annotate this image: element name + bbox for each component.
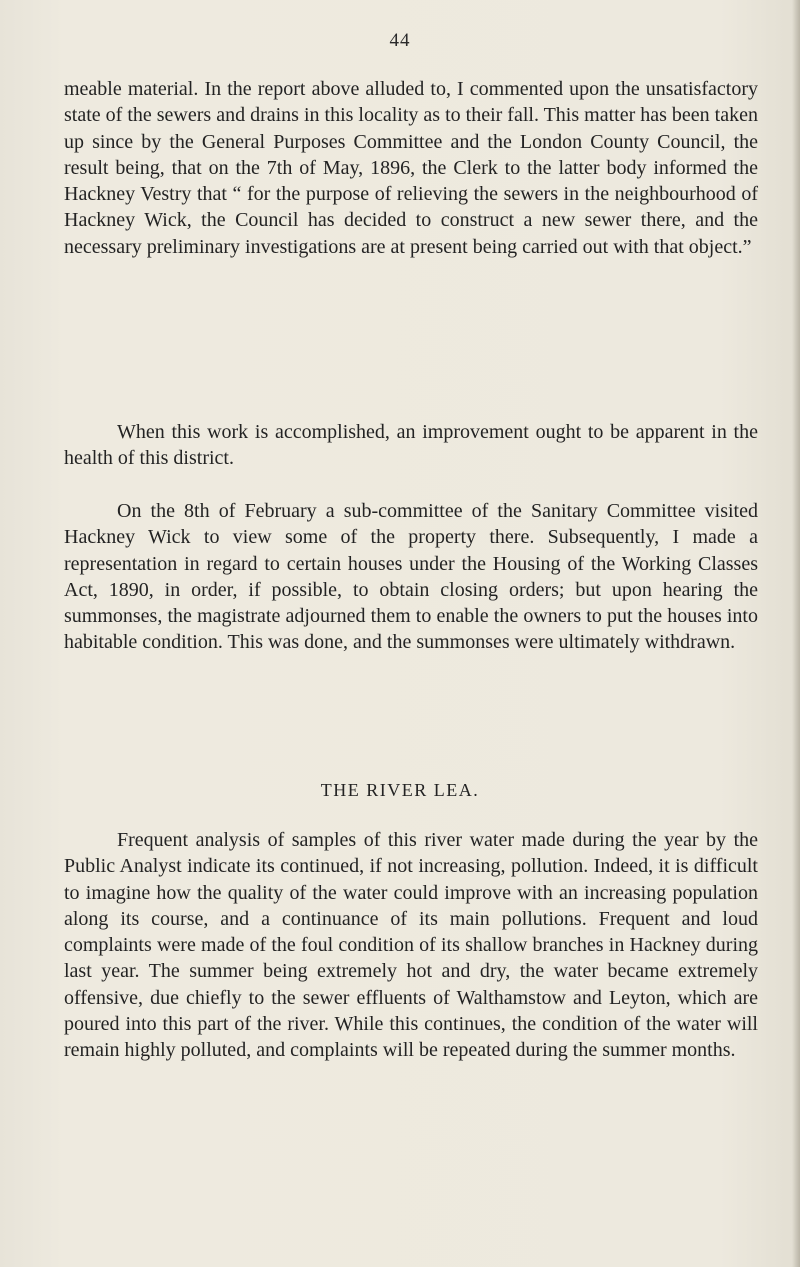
section-heading-river-lea: THE RIVER LEA. xyxy=(320,780,480,800)
paragraph-river-lea: Frequent analysis of samples of this river water made during the year by the Public Analyst indicate its continued, if not increasing, pollution. Indeed, it is difficult to imagine how the quality of the water could improve with an increasing population along its course, and a continuance of its main pollutions. Frequent and loud complaints were made of the foul condition of its shallow branches in Hackney during last year. The summer being extremely hot and dry, the water became extremely offensive, due chiefly to the sewer effluents of Walthamstow and Leyton, which are poured into this part of the river. While this continues, the condition of the water will remain highly polluted, and complaints will be repeated during the summer months. xyxy=(64,829,758,1062)
paragraph-improvement: When this work is accomplished, an improvement ought to be apparent in the health of this district. xyxy=(64,421,758,470)
paragraph-sewers: meable material. In the report above alluded to, I commented upon the unsatisfactory state of the sewers and drains in this locality as to their fall. This matter has been taken up since by the General Purposes Committee and the London County Council, the result being, that on the 7th of May, 1896, the Clerk to the latter body informed the Hackney Vestry that “ for the purpose of relieving the sewers in the neighbourhood of Hackney Wick, the Council has decided to construct a new sewer there, and the necessary preliminary investigations are at present being carried out with that object.” xyxy=(64,78,758,258)
paragraph-subcommittee: On the 8th of February a sub-committee of the Sanitary Committee visited Hackney Wick to view some of the property there. Subsequently, I made a representation in regard to certain houses under the Housing of the Working Classes Act, 1890, in order, if possible, to obtain closing orders; but upon hearing the summonses, the magistrate adjourned them to enable the owners to put the houses into habitable condition. This was done, and the summonses were ultimately withdrawn. xyxy=(64,500,758,654)
page-number: 44 xyxy=(389,30,411,51)
page-edge-shadow xyxy=(792,0,800,1267)
